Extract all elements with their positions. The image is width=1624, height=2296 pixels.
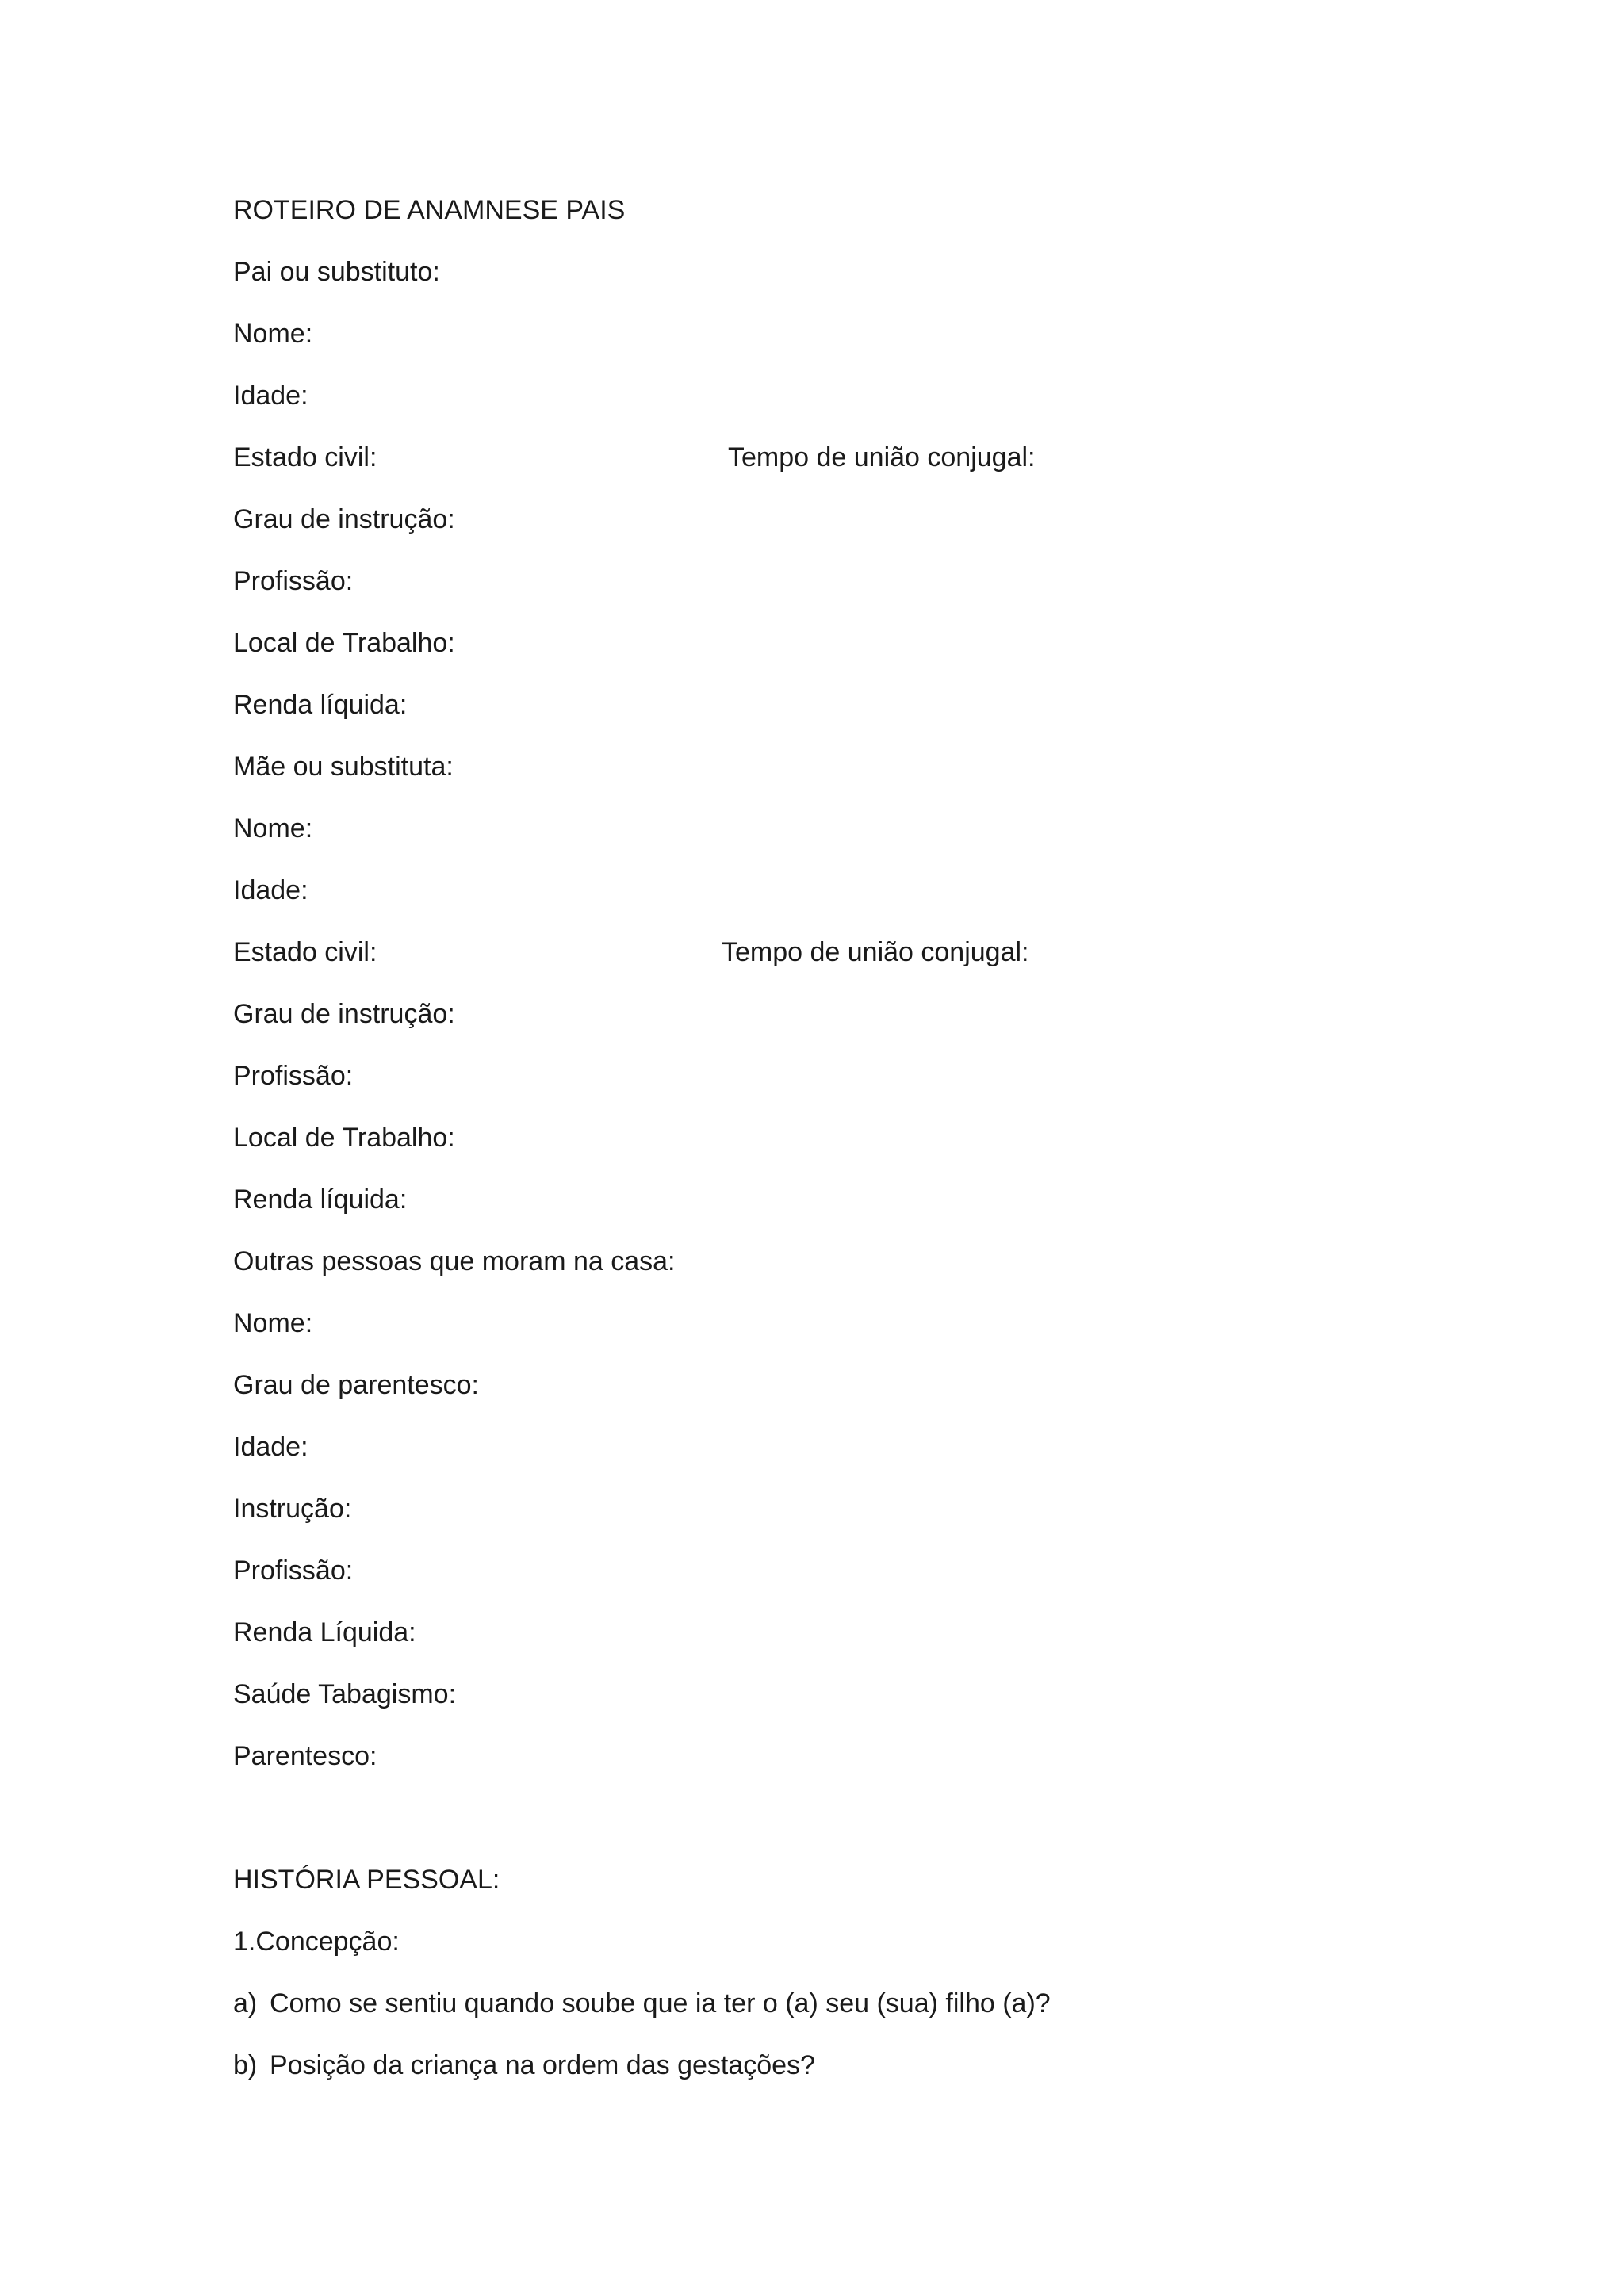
question-a-marker: a) (233, 1988, 258, 2019)
others-heading: Outras pessoas que moram na casa: (233, 1246, 676, 1276)
mother-profissao-label: Profissão: (233, 1061, 354, 1091)
document-title: ROTEIRO DE ANAMNESE PAIS (233, 195, 626, 225)
mother-local-trabalho-label: Local de Trabalho: (233, 1123, 455, 1153)
father-estado-civil-label: Estado civil: (233, 442, 377, 473)
mother-estado-civil-label: Estado civil: (233, 937, 377, 967)
mother-renda-label: Renda líquida: (233, 1184, 408, 1215)
father-profissao-label: Profissão: (233, 566, 354, 596)
others-saude-tabagismo-label: Saúde Tabagismo: (233, 1679, 457, 1709)
mother-nome-label: Nome: (233, 813, 313, 844)
history-heading: HISTÓRIA PESSOAL: (233, 1865, 500, 1895)
others-idade-label: Idade: (233, 1432, 308, 1462)
father-idade-label: Idade: (233, 381, 308, 411)
others-nome-label: Nome: (233, 1308, 313, 1338)
mother-grau-instrucao-label: Grau de instrução: (233, 999, 455, 1029)
history-question-a (233, 1986, 1051, 2021)
father-tempo-uniao-label: Tempo de união conjugal: (728, 442, 1036, 473)
others-profissao-label: Profissão: (233, 1556, 354, 1586)
question-a-text: Como se sentiu quando soube que ia ter o (a) seu (sua) filho (a)? (270, 1988, 1051, 2019)
history-section-concepcao: 1.Concepção: (233, 1927, 400, 1957)
father-estado-civil-row (233, 440, 1036, 475)
mother-heading: Mãe ou substituta: (233, 752, 454, 782)
father-grau-instrucao-label: Grau de instrução: (233, 504, 455, 534)
mother-estado-civil-row (233, 935, 1029, 970)
father-nome-label: Nome: (233, 319, 313, 349)
father-heading: Pai ou substituto: (233, 257, 440, 287)
mother-idade-label: Idade: (233, 875, 308, 905)
question-b-text: Posição da criança na ordem das gestações? (270, 2050, 815, 2080)
history-question-b (233, 2048, 815, 2083)
others-parentesco-label: Parentesco: (233, 1741, 377, 1771)
father-renda-label: Renda líquida: (233, 690, 408, 720)
others-renda-label: Renda Líquida: (233, 1617, 416, 1647)
others-grau-parentesco-label: Grau de parentesco: (233, 1370, 479, 1400)
others-instrucao-label: Instrução: (233, 1494, 352, 1524)
father-local-trabalho-label: Local de Trabalho: (233, 628, 455, 658)
question-b-marker: b) (233, 2050, 258, 2080)
mother-tempo-uniao-label: Tempo de união conjugal: (722, 937, 1029, 967)
